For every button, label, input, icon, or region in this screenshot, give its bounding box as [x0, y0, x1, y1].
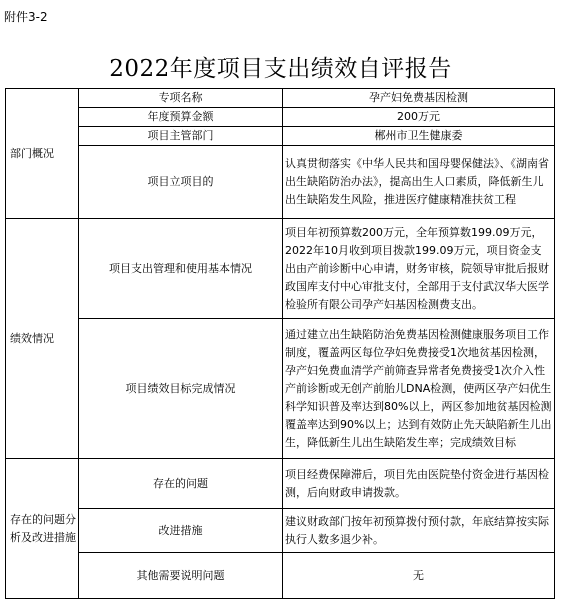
goal-completion-value: 通过建立出生缺陷防治免费基因检测健康服务项目工作制度，覆盖两区每位孕妇免费接受1次地贫基因检测，孕产妇免费血清学产前筛查异常者免费接受1次介入性产前诊断或无创产前胎儿DNA检测，使两区孕产妇优生科学知识普及率达到80%以上，两区参加地贫基因检测覆盖率达到90%以上；达到有效防止先天缺陷新生儿出生，降低新生儿出生缺陷发生率；完成绩效目标: [283, 319, 555, 459]
report-table: [5, 88, 555, 599]
page-title: 2022年度项目支出绩效自评报告: [109, 56, 452, 82]
table-row: [6, 319, 555, 459]
other-label: 其他需要说明问题: [79, 553, 283, 599]
project-name-value: 孕产妇免费基因检测: [283, 89, 555, 108]
table-row: [6, 127, 555, 146]
table-row: [6, 459, 555, 509]
management-label: 项目支出管理和使用基本情况: [79, 219, 283, 319]
purpose-value: 认真贯彻落实《中华人民共和国母婴保健法》、《湖南省出生缺陷防治办法》，提高出生人口素质，降低新生儿出生缺陷发生风险，推进医疗健康精准扶贫工程: [283, 146, 555, 219]
purpose-label: 项目立项目的: [79, 146, 283, 219]
budget-label: 年度预算金额: [79, 108, 283, 127]
goal-completion-label: 项目绩效目标完成情况: [79, 319, 283, 459]
budget-value: 200万元: [283, 108, 555, 127]
table-row: [6, 553, 555, 599]
section-overview: 部门概况: [6, 89, 79, 219]
table-row: [6, 146, 555, 219]
table-row: [6, 509, 555, 553]
table-row: [6, 89, 555, 108]
table-row: [6, 108, 555, 127]
department-label: 项目主管部门: [79, 127, 283, 146]
improvements-label: 改进措施: [79, 509, 283, 553]
management-value: 项目年初预算数200万元，全年预算数199.09万元，2022年10月收到项目拨款199.09万元，项目资金支出由产前诊断中心申请，财务审核，院领导审批后报财政国库支付中心审批支付，全部用于支付武汉华大医学检验所有限公司孕产妇基因检测费支出。: [283, 219, 555, 319]
improvements-value: 建议财政部门按年初预算拨付预付款，年底结算按实际执行人数多退少补。: [283, 509, 555, 553]
table-row: [6, 219, 555, 319]
problems-value: 项目经费保障滞后，项目先由医院垫付资金进行基因检测，后向财政申请拨款。: [283, 459, 555, 509]
problems-label: 存在的问题: [79, 459, 283, 509]
project-name-label: 专项名称: [79, 89, 283, 108]
section-performance: 绩效情况: [6, 219, 79, 459]
other-value: 无: [283, 553, 555, 599]
attachment-label: 附件3-2: [4, 10, 48, 24]
section-issues: 存在的问题分析及改进措施: [6, 459, 79, 599]
department-value: 郴州市卫生健康委: [283, 127, 555, 146]
